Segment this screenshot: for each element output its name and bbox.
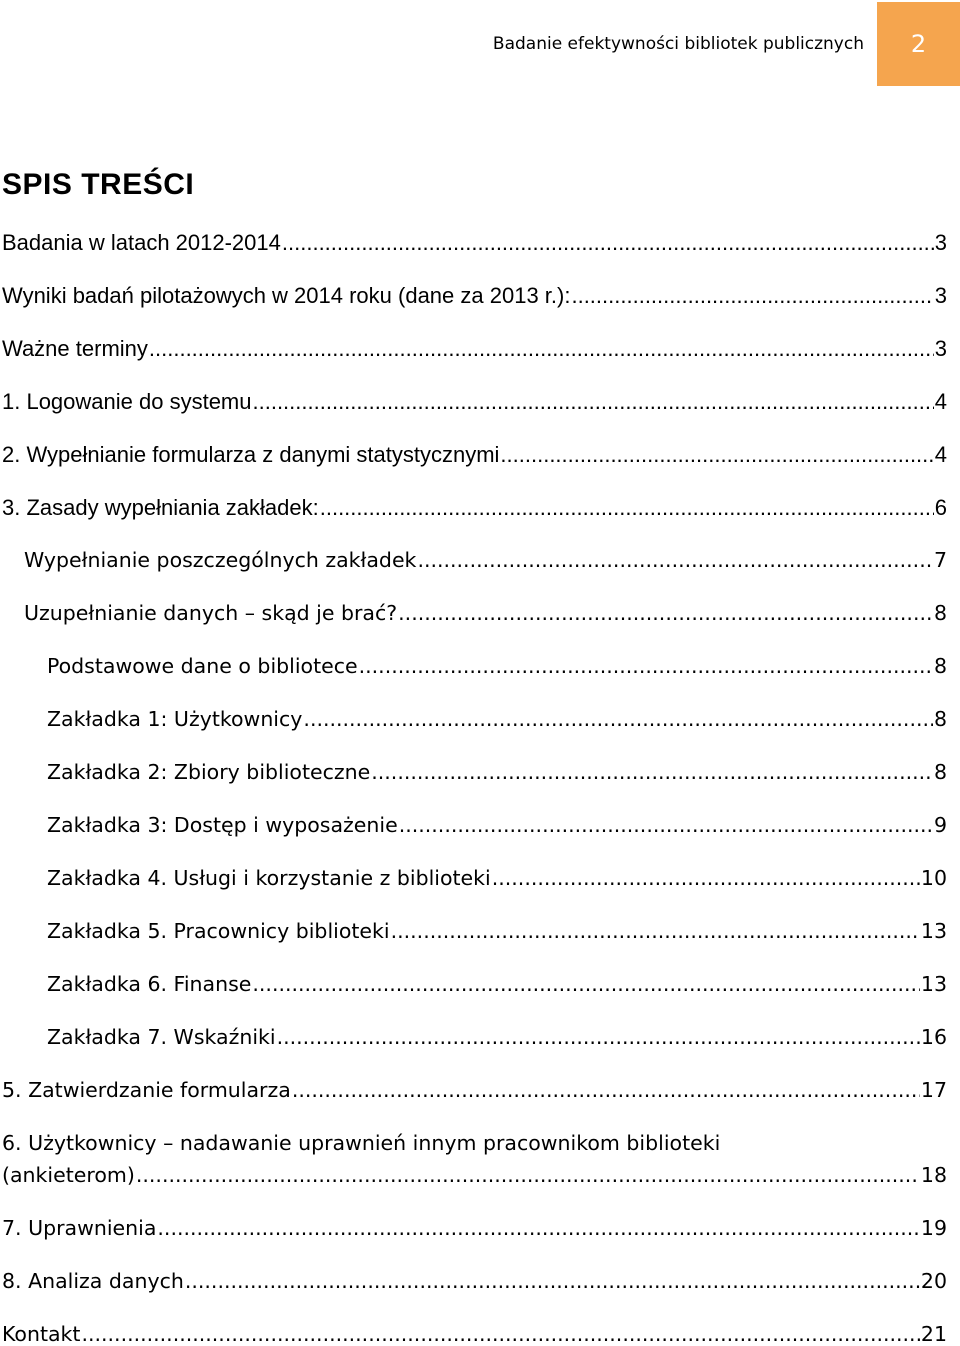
toc-entry[interactable]	[2, 336, 947, 362]
toc-entry-page: 9	[933, 813, 947, 837]
toc-leader	[81, 1322, 919, 1346]
toc-entry[interactable]	[2, 1216, 947, 1240]
toc-entry-text: Zakładka 5. Pracownicy biblioteki	[47, 919, 390, 943]
toc-entry[interactable]	[2, 495, 947, 521]
toc-entry-page: 16	[920, 1025, 947, 1049]
toc-entry-page: 7	[933, 548, 947, 572]
toc-leader	[277, 1025, 920, 1049]
toc-entry-page: 13	[920, 972, 947, 996]
toc-leader	[359, 654, 933, 678]
toc-entry-text: Zakładka 2: Zbiory biblioteczne	[47, 760, 371, 784]
toc-entry-page: 4	[934, 389, 947, 414]
toc-entry[interactable]	[2, 389, 947, 415]
toc-entry[interactable]	[47, 654, 947, 678]
toc-entry-text: Zakładka 1: Użytkownicy	[47, 707, 303, 731]
toc-leader	[399, 813, 933, 837]
toc-entry-page: 6	[934, 495, 947, 520]
toc-entry-text: 3. Zasady wypełniania zakładek:	[2, 495, 319, 520]
toc-entry-text: 7. Uprawnienia	[2, 1216, 157, 1240]
toc-entry-page: 21	[920, 1322, 947, 1346]
toc-title: SPIS TREŚCI	[2, 168, 195, 201]
toc-entry[interactable]	[2, 283, 947, 309]
toc-leader	[253, 389, 934, 415]
toc-entry-text: 5. Zatwierdzanie formularza	[2, 1078, 291, 1102]
toc-entry-page: 18	[920, 1163, 947, 1187]
toc-entry[interactable]	[47, 866, 947, 890]
toc-entry[interactable]	[47, 1025, 947, 1049]
toc-entry-page: 3	[934, 230, 947, 255]
toc-entry-text: Zakładka 7. Wskaźniki	[47, 1025, 276, 1049]
toc-entry[interactable]	[47, 760, 947, 784]
toc-entry-page: 3	[934, 336, 947, 361]
toc-entry-text: Ważne terminy	[2, 336, 148, 361]
toc-entry[interactable]	[2, 1322, 947, 1346]
toc-entry[interactable]	[2, 1163, 947, 1187]
toc-leader	[292, 1078, 920, 1102]
toc-entry-text: Zakładka 4. Usługi i korzystanie z biblioteki	[47, 866, 491, 890]
toc-entry-page: 8	[933, 654, 947, 678]
toc-entry[interactable]	[47, 972, 947, 996]
toc-entry[interactable]	[2, 442, 947, 468]
toc-leader	[371, 760, 933, 784]
toc-entry[interactable]	[47, 919, 947, 943]
toc-entry[interactable]	[2, 1269, 947, 1293]
toc-entry-text: Wyniki badań pilotażowych w 2014 roku (dane za 2013 r.):	[2, 283, 571, 308]
toc-entry-text: Kontakt	[2, 1322, 81, 1346]
toc-entry-text: Podstawowe dane o bibliotece	[47, 654, 358, 678]
toc-entry-text: (ankieterom)	[2, 1163, 135, 1187]
toc-leader	[252, 972, 920, 996]
toc-leader	[417, 548, 933, 572]
toc-entry-page: 20	[920, 1269, 947, 1293]
toc-leader	[303, 707, 933, 731]
toc-entry-text: 8. Analiza danych	[2, 1269, 184, 1293]
toc-entry[interactable]	[47, 707, 947, 731]
toc-entry-text: Uzupełnianie danych – skąd je brać?	[24, 601, 398, 625]
toc-entry-page: 8	[933, 760, 947, 784]
toc-leader	[185, 1269, 920, 1293]
toc-leader	[571, 283, 933, 309]
toc-leader	[157, 1216, 920, 1240]
toc-entry-text: 1. Logowanie do systemu	[2, 389, 252, 414]
toc-entry-page: 17	[920, 1078, 947, 1102]
toc-entry-page: 8	[933, 601, 947, 625]
toc-entry-page: 3	[934, 283, 947, 308]
toc-entry-text: Zakładka 3: Dostęp i wyposażenie	[47, 813, 398, 837]
toc-entry-page: 13	[920, 919, 947, 943]
page-header	[0, 0, 960, 86]
toc-leader	[492, 866, 920, 890]
toc-entry-text: 6. Użytkownicy – nadawanie uprawnień innym pracownikom biblioteki	[2, 1131, 721, 1155]
header-title: Badanie efektywności bibliotek publicznych	[492, 34, 864, 54]
toc-entry-text: Badania w latach 2012-2014	[2, 230, 281, 255]
toc-entry[interactable]	[2, 1131, 947, 1155]
toc-entry-text: Wypełnianie poszczególnych zakładek	[24, 548, 417, 572]
toc-leader	[500, 442, 933, 468]
toc-entry-text: 2. Wypełnianie formularza z danymi statystycznymi	[2, 442, 500, 467]
toc-entry-page: 4	[934, 442, 947, 467]
toc-leader	[149, 336, 934, 362]
toc-entry[interactable]	[24, 601, 947, 625]
toc-entry-text: Zakładka 6. Finanse	[47, 972, 252, 996]
toc-entry-page: 8	[933, 707, 947, 731]
toc-entry[interactable]	[2, 1078, 947, 1102]
toc-entry[interactable]	[2, 230, 947, 256]
toc-leader	[320, 495, 934, 521]
page-number-badge	[877, 2, 960, 86]
toc-leader	[136, 1163, 920, 1187]
toc-leader	[398, 601, 933, 625]
toc-entry-page: 10	[920, 866, 947, 890]
toc-leader	[391, 919, 920, 943]
toc-entry-page: 19	[920, 1216, 947, 1240]
toc-entry[interactable]	[24, 548, 947, 572]
toc-entry[interactable]	[47, 813, 947, 837]
page-number: 2	[910, 30, 927, 58]
toc-leader	[282, 230, 934, 256]
